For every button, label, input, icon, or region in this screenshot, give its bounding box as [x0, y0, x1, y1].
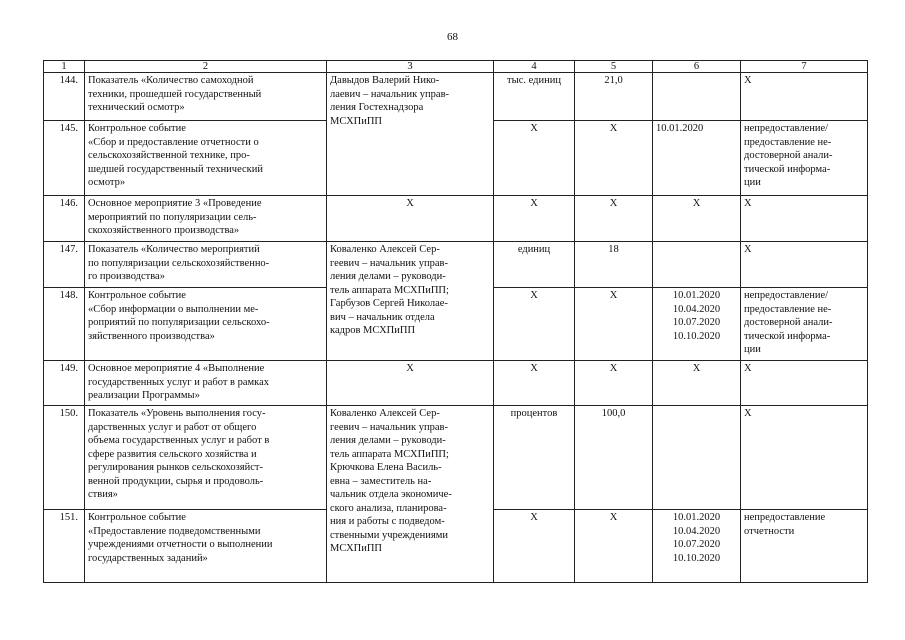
table-row: [44, 242, 868, 288]
responsible-cell: X: [327, 196, 494, 242]
date-cell: X: [653, 196, 741, 242]
date-cell: X: [653, 361, 741, 406]
responsible-cell: X: [327, 361, 494, 406]
table-row: [44, 406, 868, 510]
header-cell: 4: [494, 61, 575, 73]
row-title: Основное мероприятие 4 «Выполнение государственных услуг и работ в рамках реализации Программы»: [85, 361, 327, 406]
row-number: 149.: [44, 361, 85, 406]
date-cell: [653, 242, 741, 288]
row-number: 151.: [44, 510, 85, 583]
value-cell: 18: [575, 242, 653, 288]
plan-table: [43, 60, 868, 583]
value-cell: X: [575, 288, 653, 361]
responsible-cell: Коваленко Алексей Сер- геевич – начальник управ- ления делами – руководи- тель аппарата МСХПиПП; Гарбузов Сергей Николае- вич – начальник отдела кадров МСХПиПП: [327, 242, 494, 361]
header-cell: 1: [44, 61, 85, 73]
row-number: 144.: [44, 73, 85, 121]
value-cell: 100,0: [575, 406, 653, 510]
row-number: 147.: [44, 242, 85, 288]
row-number: 150.: [44, 406, 85, 510]
row-title: Контрольное событие «Сбор информации о выполнении ме- роприятий по популяризации сельскохо- зяйственного производства»: [85, 288, 327, 361]
header-cell: 5: [575, 61, 653, 73]
header-cell: 2: [85, 61, 327, 73]
date-cell: 10.01.2020 10.04.2020 10.07.2020 10.10.2020: [653, 510, 741, 583]
header-cell: 7: [741, 61, 868, 73]
risk-cell: X: [741, 361, 868, 406]
row-number: 146.: [44, 196, 85, 242]
table-row: [44, 73, 868, 121]
unit-cell: X: [494, 361, 575, 406]
row-title: Показатель «Уровень выполнения госу- дарственных услуг и работ от общего объема государственных услуг и работ в сфере развития сельского хозяйства и регулирования рынков сельскохозяйст- венной продукции, сырья и продоволь- ствия»: [85, 406, 327, 510]
value-cell: X: [575, 510, 653, 583]
page-number: 68: [447, 31, 458, 43]
value-cell: X: [575, 121, 653, 196]
risk-cell: непредоставление отчетности: [741, 510, 868, 583]
risk-cell: непредоставление/ предоставление не- достоверной анали- тической информа- ции: [741, 121, 868, 196]
value-cell: X: [575, 361, 653, 406]
header-cell: 3: [327, 61, 494, 73]
table-row: [44, 361, 868, 406]
risk-cell: X: [741, 242, 868, 288]
unit-cell: X: [494, 510, 575, 583]
responsible-cell: Коваленко Алексей Сер- геевич – начальник управ- ления делами – руководи- тель аппарата МСХПиПП; Крючкова Елена Василь- евна – заместитель на- чальник отдела экономиче- ского анализа, планирова- ния и работы с подведом- ственными учреждениями МСХПиПП: [327, 406, 494, 583]
row-number: 148.: [44, 288, 85, 361]
unit-cell: тыс. единиц: [494, 73, 575, 121]
date-cell: 10.01.2020 10.04.2020 10.07.2020 10.10.2020: [653, 288, 741, 361]
header-row: [44, 61, 868, 73]
value-cell: X: [575, 196, 653, 242]
risk-cell: непредоставление/ предоставление не- достоверной анали- тической информа- ции: [741, 288, 868, 361]
unit-cell: единиц: [494, 242, 575, 288]
row-number: 145.: [44, 121, 85, 196]
header-cell: 6: [653, 61, 741, 73]
risk-cell: X: [741, 196, 868, 242]
value-cell: 21,0: [575, 73, 653, 121]
row-title: Показатель «Количество мероприятий по популяризации сельскохозяйственно- го производства»: [85, 242, 327, 288]
risk-cell: X: [741, 73, 868, 121]
unit-cell: X: [494, 288, 575, 361]
unit-cell: X: [494, 196, 575, 242]
row-title: Показатель «Количество самоходной техники, прошедшей государственный технический осмотр»: [85, 73, 327, 121]
row-title: Контрольное событие «Предоставление подведомственными учреждениями отчетности о выполнении государственных заданий»: [85, 510, 327, 583]
unit-cell: X: [494, 121, 575, 196]
unit-cell: процентов: [494, 406, 575, 510]
date-cell: 10.01.2020: [653, 121, 741, 196]
risk-cell: X: [741, 406, 868, 510]
row-title: Основное мероприятие 3 «Проведение мероприятий по популяризации сель- скохозяйственного производства»: [85, 196, 327, 242]
responsible-cell: Давыдов Валерий Нико- лаевич – начальник управ- ления Гостехнадзора МСХПиПП: [327, 73, 494, 196]
row-title: Контрольное событие «Сбор и предоставление отчетности о сельскохозяйственной технике, про- шедшей государственный технический осмотр»: [85, 121, 327, 196]
date-cell: [653, 406, 741, 510]
date-cell: [653, 73, 741, 121]
table-row: [44, 196, 868, 242]
